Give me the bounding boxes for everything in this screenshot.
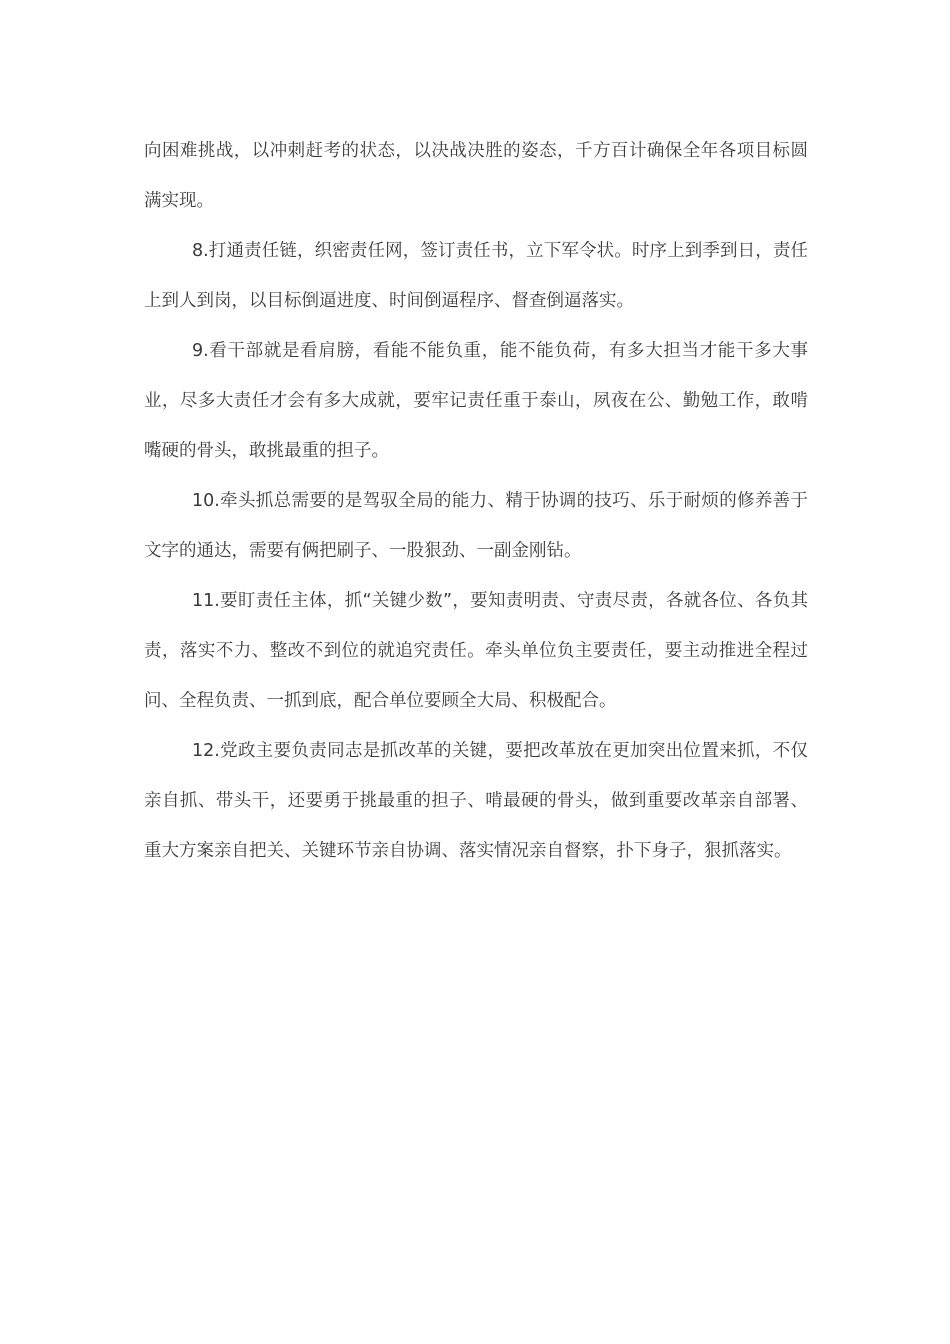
document-body: [144, 126, 808, 876]
paragraph-item-9: 9.看干部就是看肩膀，看能不能负重，能不能负荷，有多大担当才能干多大事业，尽多大责任才会有多大成就，要牢记责任重于泰山，夙夜在公、勤勉工作，敢啃嘴硬的骨头，敢挑最重的担子。: [144, 341, 808, 461]
paragraph-item-8: 8.打通责任链，织密责任网，签订责任书，立下军令状。时序上到季到日，责任上到人到岗，以目标倒逼进度、时间倒逼程序、督查倒逼落实。: [144, 241, 808, 311]
paragraph-item-11: 11.要盯责任主体，抓“关键少数”，要知责明责、守责尽责，各就各位、各负其责，落实不力、整改不到位的就追究责任。牵头单位负主要责任，要主动推进全程过问、全程负责、一抓到底，配合单位要顾全大局、积极配合。: [144, 591, 808, 711]
paragraph-continuation: 向困难挑战，以冲刺赶考的状态，以决战决胜的姿态，千方百计确保全年各项目标圆满实现。: [144, 141, 808, 211]
paragraph-item-10: 10.牵头抓总需要的是驾驭全局的能力、精于协调的技巧、乐于耐烦的修养善于文字的通达，需要有俩把刷子、一股狠劲、一副金刚钻。: [144, 491, 808, 561]
paragraph-item-12: 12.党政主要负责同志是抓改革的关键，要把改革放在更加突出位置来抓，不仅亲自抓、带头干，还要勇于挑最重的担子、啃最硬的骨头，做到重要改革亲自部署、重大方案亲自把关、关键环节亲自协调、落实情况亲自督察，扑下身子，狠抓落实。: [144, 741, 808, 861]
